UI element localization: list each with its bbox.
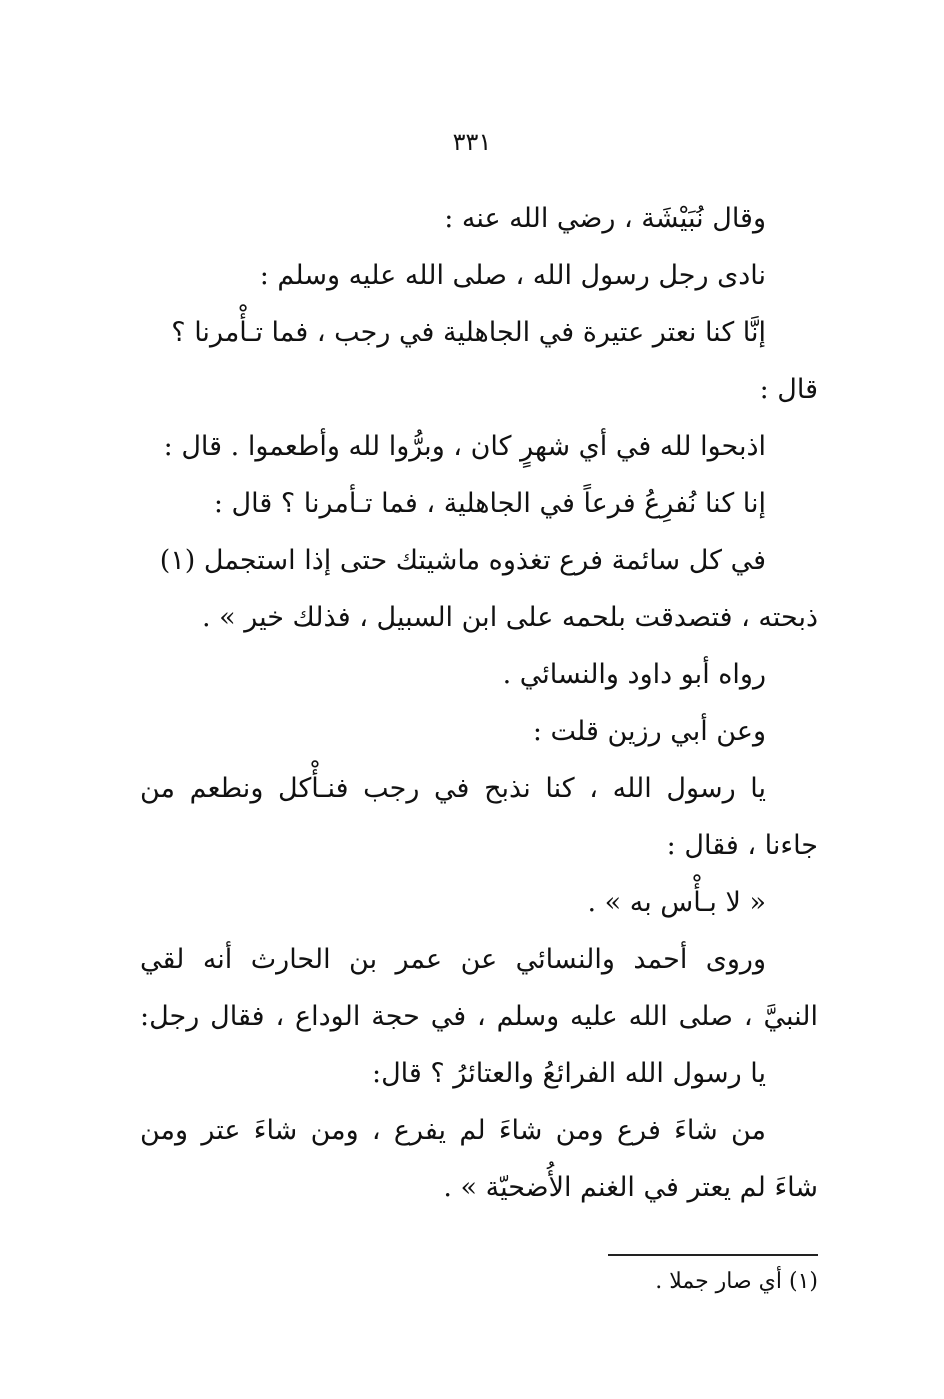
text-line: وقال نُبَيْشَة ، رضي الله عنه :: [444, 203, 766, 234]
text-line: « لا بـأْس به » .: [587, 887, 766, 918]
text-line: في كل سائمة فرع تغذوه ماشيتك حتى إذا استجمل (١): [159, 545, 766, 576]
text-line: نادى رجل رسول الله ، صلى الله عليه وسلم :: [259, 260, 766, 291]
body-text: [140, 190, 818, 1216]
text-line: قال :: [759, 374, 818, 405]
text-line: رواه أبو داود والنسائي .: [502, 659, 766, 690]
footnote-divider: [608, 1254, 818, 1256]
text-line: وعن أبي رزين قلت :: [532, 716, 766, 747]
text-line: يا رسول الله الفرائعُ والعتائرُ ؟ قال:: [371, 1058, 766, 1089]
text-line: شاءَ لم يعتر في الغنم الأُضحيّة » .: [443, 1172, 818, 1203]
text-line: إنَّا كنا نعتر عتيرة في الجاهلية في رجب ، فما تـأْمرنا ؟: [171, 317, 766, 348]
page-number: ٣٣١: [452, 128, 492, 156]
text-line: يا رسول الله ، كنا نذبح في رجب فنـأْكل ونطعم من: [140, 773, 766, 804]
text-line: من شاءَ فرع ومن شاءَ لم يفرع ، ومن شاءَ عتر ومن: [140, 1115, 766, 1146]
text-line: إنا كنا نُفرِعُ فرعاً في الجاهلية ، فما تـأمرنا ؟ قال :: [213, 488, 766, 519]
text-line: النبيَّ ، صلى الله عليه وسلم ، في حجة الوداع ، فقال رجل:: [140, 1001, 818, 1032]
footnote: (١) أي صار جملا .: [655, 1269, 818, 1294]
text-line: اذبحوا لله في أي شهرٍ كان ، وبرُّوا لله وأطعموا . قال :: [163, 431, 766, 462]
text-line: وروى أحمد والنسائي عن عمر بن الحارث أنه لقي: [140, 944, 766, 975]
text-line: جاءنا ، فقال :: [666, 830, 818, 861]
text-line: ذبحته ، فتصدقت بلحمه على ابن السبيل ، فذلك خير » .: [201, 602, 818, 633]
